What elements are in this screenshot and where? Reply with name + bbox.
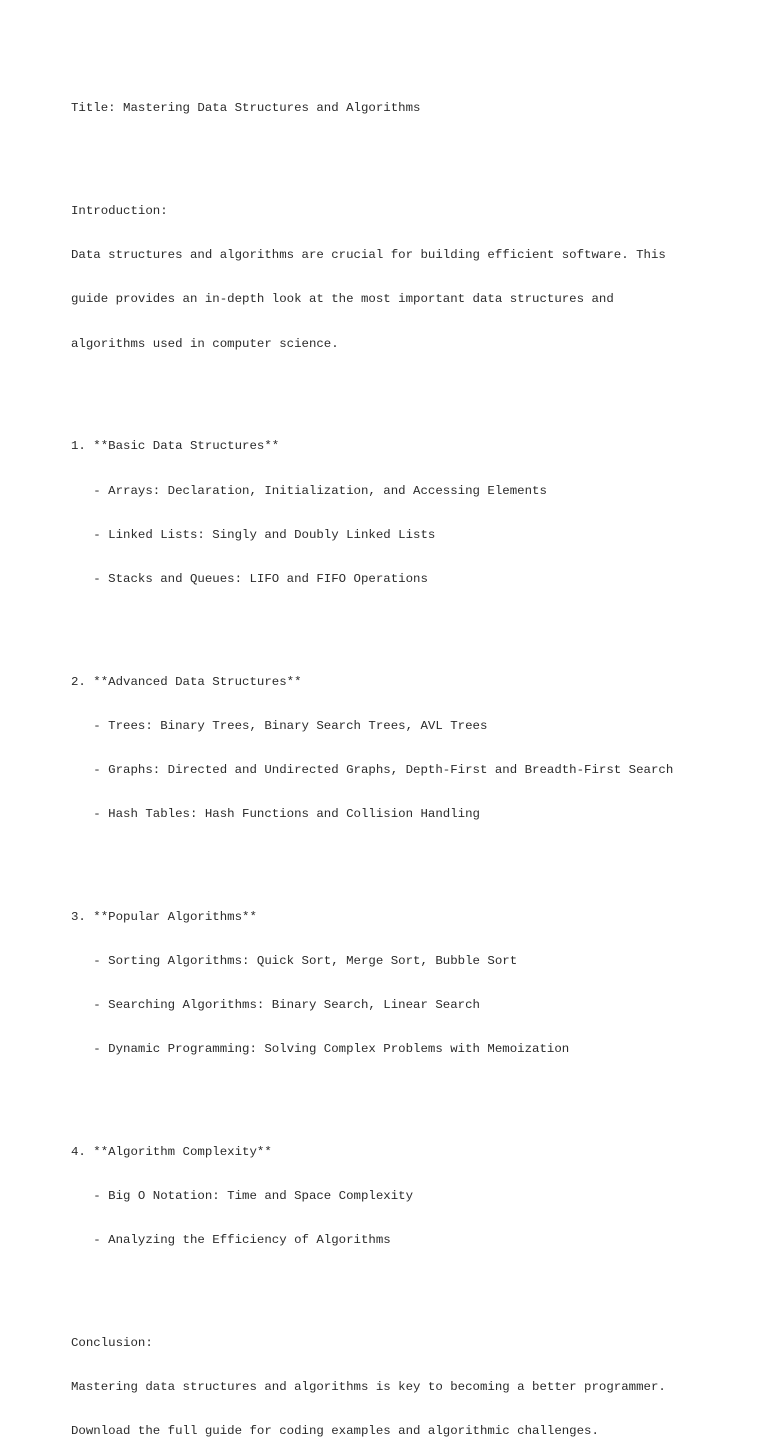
conclusion-heading: Conclusion: — [71, 1336, 153, 1351]
spacer — [71, 381, 751, 396]
list-item: - Sorting Algorithms: Quick Sort, Merge Sort, Bubble Sort — [71, 953, 518, 968]
list-item: - Stacks and Queues: LIFO and FIFO Operations — [71, 571, 428, 586]
list-item: - Big O Notation: Time and Space Complexity — [71, 1189, 414, 1204]
spacer — [71, 1277, 751, 1292]
list-item: - Analyzing the Efficiency of Algorithms — [71, 1233, 391, 1248]
introduction-line: Data structures and algorithms are crucial for building efficient software. This — [71, 248, 666, 263]
conclusion-line: Download the full guide for coding examples and algorithmic challenges. — [71, 1424, 599, 1439]
spacer — [71, 851, 751, 866]
spacer — [71, 146, 751, 161]
document-body — [71, 72, 751, 1454]
section-heading: 4. **Algorithm Complexity** — [71, 1144, 272, 1159]
list-item: - Graphs: Directed and Undirected Graphs, Depth-First and Breadth-First Search — [71, 762, 674, 777]
list-item: - Linked Lists: Singly and Doubly Linked Lists — [71, 527, 436, 542]
list-item: - Searching Algorithms: Binary Search, Linear Search — [71, 998, 480, 1012]
introduction-line: guide provides an in-depth look at the most important data structures and — [71, 292, 614, 307]
document-title: Title: Mastering Data Structures and Algorithms — [71, 101, 421, 116]
section-heading: 3. **Popular Algorithms** — [71, 909, 257, 924]
introduction-line: algorithms used in computer science. — [71, 336, 339, 351]
section-heading: 2. **Advanced Data Structures** — [71, 674, 302, 689]
section-heading: 1. **Basic Data Structures** — [71, 439, 280, 454]
conclusion-line: Mastering data structures and algorithms is key to becoming a better programmer. — [71, 1380, 666, 1395]
list-item: - Hash Tables: Hash Functions and Collision Handling — [71, 806, 480, 821]
list-item: - Dynamic Programming: Solving Complex Problems with Memoization — [71, 1042, 570, 1057]
introduction-heading: Introduction: — [71, 204, 168, 219]
list-item: - Arrays: Declaration, Initialization, and Accessing Elements — [71, 483, 547, 498]
spacer — [71, 1086, 751, 1101]
list-item: - Trees: Binary Trees, Binary Search Trees, AVL Trees — [71, 718, 488, 733]
spacer — [71, 616, 751, 631]
